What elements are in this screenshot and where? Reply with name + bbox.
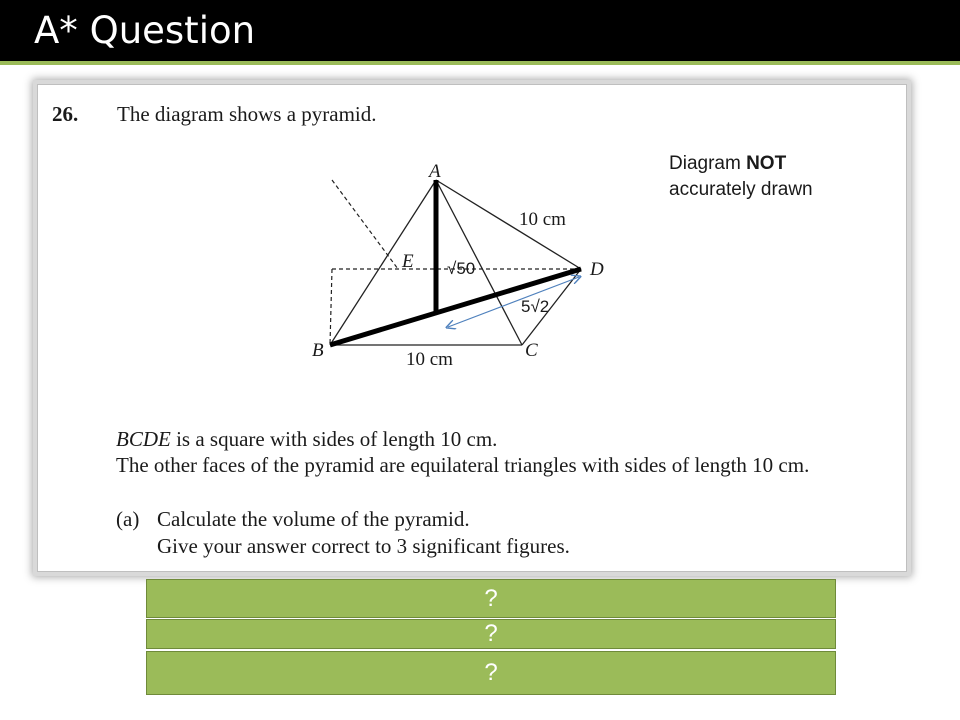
answer-box-1[interactable] <box>146 579 836 618</box>
question-intro: The diagram shows a pyramid. <box>117 102 377 126</box>
edge-BE <box>330 269 332 345</box>
answer-box-2-label: ? <box>484 620 498 647</box>
answer-box-1-label: ? <box>484 584 498 612</box>
question-card <box>37 84 907 572</box>
statement-1 <box>116 427 497 452</box>
label-edge-bottom: 10 cm <box>406 349 453 370</box>
label-B: B <box>312 340 324 361</box>
diagram-note-line2: accurately drawn <box>669 179 813 200</box>
label-half-diagonal: 5√2 <box>521 297 550 316</box>
label-E: E <box>402 251 414 272</box>
answer-box-2[interactable] <box>146 619 836 649</box>
answer-box-3-label: ? <box>484 659 498 686</box>
label-C: C <box>525 340 538 361</box>
question-number: 26. <box>52 102 79 126</box>
label-D: D <box>590 259 604 280</box>
label-height: √50 <box>447 259 476 278</box>
title-divider <box>0 61 960 65</box>
part-line-2: Give your answer correct to 3 significant figures. <box>157 534 570 558</box>
diagram-note-bold: NOT <box>746 153 787 174</box>
part-line-1: Calculate the volume of the pyramid. <box>157 507 470 531</box>
label-edge-top: 10 cm <box>519 209 566 230</box>
answer-box-3[interactable] <box>146 651 836 695</box>
pyramid-diagram <box>38 85 906 571</box>
diagram-note-plain: Diagram <box>669 153 747 174</box>
statement-rest: is a square with sides of length 10 cm. <box>170 427 498 451</box>
part-label: (a) <box>116 507 140 531</box>
statement-2: The other faces of the pyramid are equilateral triangles with sides of length 10 cm. <box>116 453 810 477</box>
slide-title: A* Question <box>34 9 256 52</box>
label-A: A <box>429 161 441 182</box>
title-bar <box>0 0 960 61</box>
statement-italic: BCDE <box>116 427 171 451</box>
